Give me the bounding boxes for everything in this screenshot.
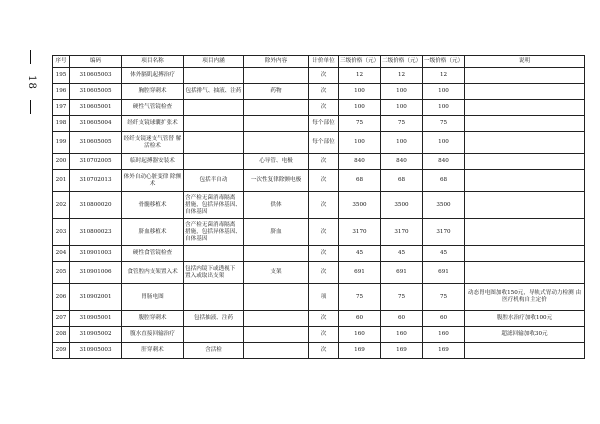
table-row bbox=[53, 170, 585, 192]
header-no: 序号 bbox=[53, 56, 70, 68]
row-name: 食管腔内支架置入术 bbox=[122, 262, 184, 284]
row-code: 310605003 bbox=[70, 68, 122, 84]
header-code: 编码 bbox=[70, 56, 122, 68]
row-price-level2: 45 bbox=[381, 246, 423, 262]
row-note bbox=[465, 343, 585, 359]
row-code: 310901003 bbox=[70, 246, 122, 262]
row-connotation bbox=[184, 100, 244, 116]
row-price-level1: 12 bbox=[423, 68, 465, 84]
row-price-level2: 169 bbox=[381, 343, 423, 359]
header-note: 说明 bbox=[465, 56, 585, 68]
row-unit: 每个部位 bbox=[309, 132, 339, 154]
row-exclusion: 供体 bbox=[244, 192, 309, 219]
row-note bbox=[465, 246, 585, 262]
row-no: 205 bbox=[53, 262, 70, 284]
row-unit: 次 bbox=[309, 219, 339, 246]
row-code: 310605005 bbox=[70, 132, 122, 154]
table-row bbox=[53, 343, 585, 359]
row-unit: 次 bbox=[309, 192, 339, 219]
row-exclusion: 脐血 bbox=[244, 219, 309, 246]
row-connotation bbox=[184, 246, 244, 262]
row-no: 195 bbox=[53, 68, 70, 84]
page-number-dash-top bbox=[30, 50, 31, 64]
row-code: 310605005 bbox=[70, 84, 122, 100]
row-price-level1: 3170 bbox=[423, 219, 465, 246]
row-connotation: 含产检无菌消毒隔离 措施，包括异体基因、 自体基因 bbox=[184, 192, 244, 219]
row-price-level3: 68 bbox=[339, 170, 381, 192]
row-price-level2: 691 bbox=[381, 262, 423, 284]
row-exclusion bbox=[244, 116, 309, 132]
row-no: 198 bbox=[53, 116, 70, 132]
row-no: 203 bbox=[53, 219, 70, 246]
row-price-level2: 75 bbox=[381, 116, 423, 132]
row-no: 207 bbox=[53, 311, 70, 327]
price-table bbox=[52, 55, 585, 359]
row-price-level3: 840 bbox=[339, 154, 381, 170]
row-note bbox=[465, 262, 585, 284]
header-connotation: 项目内涵 bbox=[184, 56, 244, 68]
row-unit: 次 bbox=[309, 343, 339, 359]
row-unit: 次 bbox=[309, 84, 339, 100]
row-price-level1: 60 bbox=[423, 311, 465, 327]
row-connotation: 包括内镜下或透视下 置入或取出支架 bbox=[184, 262, 244, 284]
row-price-level3: 12 bbox=[339, 68, 381, 84]
row-note: 超滤回输加收30元 bbox=[465, 327, 585, 343]
row-price-level2: 68 bbox=[381, 170, 423, 192]
table-row bbox=[53, 132, 585, 154]
page-number-text: 18 bbox=[25, 74, 37, 90]
row-exclusion: 心导管、电极 bbox=[244, 154, 309, 170]
header-price-level2: 二级价格（元） bbox=[381, 56, 423, 68]
row-price-level3: 160 bbox=[339, 327, 381, 343]
row-unit: 次 bbox=[309, 154, 339, 170]
header-name: 项目名称 bbox=[122, 56, 184, 68]
row-note bbox=[465, 84, 585, 100]
row-price-level1: 169 bbox=[423, 343, 465, 359]
row-code: 310605001 bbox=[70, 100, 122, 116]
row-price-level2: 60 bbox=[381, 311, 423, 327]
row-connotation: 含活检 bbox=[184, 343, 244, 359]
row-name: 经纤支镜球囊扩张术 bbox=[122, 116, 184, 132]
row-price-level1: 3500 bbox=[423, 192, 465, 219]
table-row bbox=[53, 246, 585, 262]
row-connotation: 包括半自动 bbox=[184, 170, 244, 192]
row-unit: 次 bbox=[309, 246, 339, 262]
row-name: 脐血移植术 bbox=[122, 219, 184, 246]
header-price-level3: 三级价格（元） bbox=[339, 56, 381, 68]
row-connotation bbox=[184, 132, 244, 154]
table-row bbox=[53, 284, 585, 311]
row-price-level1: 691 bbox=[423, 262, 465, 284]
row-name: 硬性食管镜检查 bbox=[122, 246, 184, 262]
row-connotation: 包括抽液、注药 bbox=[184, 311, 244, 327]
row-code: 310605004 bbox=[70, 116, 122, 132]
header-exclusion: 除外内容 bbox=[244, 56, 309, 68]
row-unit: 次 bbox=[309, 68, 339, 84]
row-exclusion bbox=[244, 246, 309, 262]
row-price-level2: 100 bbox=[381, 84, 423, 100]
row-exclusion: 药物 bbox=[244, 84, 309, 100]
row-connotation bbox=[184, 327, 244, 343]
row-note bbox=[465, 219, 585, 246]
table-row bbox=[53, 116, 585, 132]
header-price-level1: 一级价格（元） bbox=[423, 56, 465, 68]
row-connotation: 含产检无菌消毒隔离 措施，包括异体基因、 自体基因 bbox=[184, 219, 244, 246]
row-exclusion bbox=[244, 132, 309, 154]
row-no: 209 bbox=[53, 343, 70, 359]
row-code: 310800023 bbox=[70, 219, 122, 246]
row-code: 310902001 bbox=[70, 284, 122, 311]
row-price-level1: 45 bbox=[423, 246, 465, 262]
header-unit: 计价单位 bbox=[309, 56, 339, 68]
row-name: 体外自动心脏变律 除颤术 bbox=[122, 170, 184, 192]
row-connotation: 包括排气、抽液、注药 bbox=[184, 84, 244, 100]
row-code: 310800020 bbox=[70, 192, 122, 219]
row-code: 310905003 bbox=[70, 343, 122, 359]
row-price-level3: 100 bbox=[339, 84, 381, 100]
row-name: 体外膈肌起搏治疗 bbox=[122, 68, 184, 84]
row-name: 腹水直接回输治疗 bbox=[122, 327, 184, 343]
row-note bbox=[465, 116, 585, 132]
row-price-level1: 100 bbox=[423, 84, 465, 100]
row-price-level2: 3500 bbox=[381, 192, 423, 219]
row-code: 310905002 bbox=[70, 327, 122, 343]
row-exclusion bbox=[244, 68, 309, 84]
row-price-level3: 3500 bbox=[339, 192, 381, 219]
row-price-level2: 100 bbox=[381, 100, 423, 116]
row-exclusion bbox=[244, 327, 309, 343]
row-connotation bbox=[184, 68, 244, 84]
table-header-row bbox=[53, 56, 585, 68]
row-connotation bbox=[184, 284, 244, 311]
row-price-level2: 3170 bbox=[381, 219, 423, 246]
row-code: 310901006 bbox=[70, 262, 122, 284]
row-price-level1: 68 bbox=[423, 170, 465, 192]
table-row bbox=[53, 262, 585, 284]
row-unit: 次 bbox=[309, 262, 339, 284]
row-no: 206 bbox=[53, 284, 70, 311]
row-name: 临时起搏器安装术 bbox=[122, 154, 184, 170]
row-price-level2: 840 bbox=[381, 154, 423, 170]
row-price-level3: 75 bbox=[339, 284, 381, 311]
row-exclusion: 一次性复律除颤电极 bbox=[244, 170, 309, 192]
row-price-level3: 100 bbox=[339, 132, 381, 154]
row-price-level3: 45 bbox=[339, 246, 381, 262]
row-price-level2: 100 bbox=[381, 132, 423, 154]
row-name: 硬性气管镜检查 bbox=[122, 100, 184, 116]
row-no: 199 bbox=[53, 132, 70, 154]
row-name: 经纤支镜迷支气管替 解活检术 bbox=[122, 132, 184, 154]
row-note bbox=[465, 132, 585, 154]
row-note bbox=[465, 68, 585, 84]
row-connotation bbox=[184, 154, 244, 170]
row-note: 动态胃电图加收150元，导轨式胃动力检测 由医疗机构自主定价 bbox=[465, 284, 585, 311]
row-price-level1: 75 bbox=[423, 116, 465, 132]
row-unit: 次 bbox=[309, 327, 339, 343]
row-unit: 次 bbox=[309, 100, 339, 116]
row-name: 肝穿刺术 bbox=[122, 343, 184, 359]
row-exclusion: 支架 bbox=[244, 262, 309, 284]
row-price-level3: 60 bbox=[339, 311, 381, 327]
table-row bbox=[53, 154, 585, 170]
page-number bbox=[22, 52, 40, 112]
table-row bbox=[53, 327, 585, 343]
table-row bbox=[53, 68, 585, 84]
row-no: 202 bbox=[53, 192, 70, 219]
row-price-level1: 840 bbox=[423, 154, 465, 170]
row-name: 胸腔穿刺术 bbox=[122, 84, 184, 100]
row-no: 200 bbox=[53, 154, 70, 170]
row-no: 208 bbox=[53, 327, 70, 343]
row-unit: 次 bbox=[309, 311, 339, 327]
page-number-dash-bottom bbox=[30, 100, 31, 114]
table-row bbox=[53, 100, 585, 116]
row-no: 204 bbox=[53, 246, 70, 262]
row-no: 201 bbox=[53, 170, 70, 192]
row-price-level1: 75 bbox=[423, 284, 465, 311]
row-note bbox=[465, 100, 585, 116]
row-price-level3: 100 bbox=[339, 100, 381, 116]
row-name: 骨髓移植术 bbox=[122, 192, 184, 219]
row-price-level1: 100 bbox=[423, 132, 465, 154]
row-price-level1: 160 bbox=[423, 327, 465, 343]
row-price-level1: 100 bbox=[423, 100, 465, 116]
row-price-level3: 169 bbox=[339, 343, 381, 359]
table-row bbox=[53, 311, 585, 327]
table-row bbox=[53, 192, 585, 219]
row-unit: 项 bbox=[309, 284, 339, 311]
row-no: 197 bbox=[53, 100, 70, 116]
row-exclusion bbox=[244, 284, 309, 311]
row-unit: 每个部位 bbox=[309, 116, 339, 132]
row-name: 胃肠电图 bbox=[122, 284, 184, 311]
row-note bbox=[465, 170, 585, 192]
row-code: 310905001 bbox=[70, 311, 122, 327]
row-exclusion bbox=[244, 100, 309, 116]
row-price-level3: 3170 bbox=[339, 219, 381, 246]
row-exclusion bbox=[244, 343, 309, 359]
row-price-level2: 12 bbox=[381, 68, 423, 84]
table-row bbox=[53, 219, 585, 246]
row-code: 310702013 bbox=[70, 170, 122, 192]
row-price-level3: 691 bbox=[339, 262, 381, 284]
row-exclusion bbox=[244, 311, 309, 327]
table-row bbox=[53, 84, 585, 100]
row-note: 腹腔水治疗加收100元 bbox=[465, 311, 585, 327]
row-no: 196 bbox=[53, 84, 70, 100]
row-unit: 次 bbox=[309, 170, 339, 192]
row-price-level3: 75 bbox=[339, 116, 381, 132]
row-connotation bbox=[184, 116, 244, 132]
row-price-level2: 75 bbox=[381, 284, 423, 311]
row-note bbox=[465, 192, 585, 219]
row-price-level2: 160 bbox=[381, 327, 423, 343]
row-code: 310702005 bbox=[70, 154, 122, 170]
row-name: 腹腔穿刺术 bbox=[122, 311, 184, 327]
row-note bbox=[465, 154, 585, 170]
